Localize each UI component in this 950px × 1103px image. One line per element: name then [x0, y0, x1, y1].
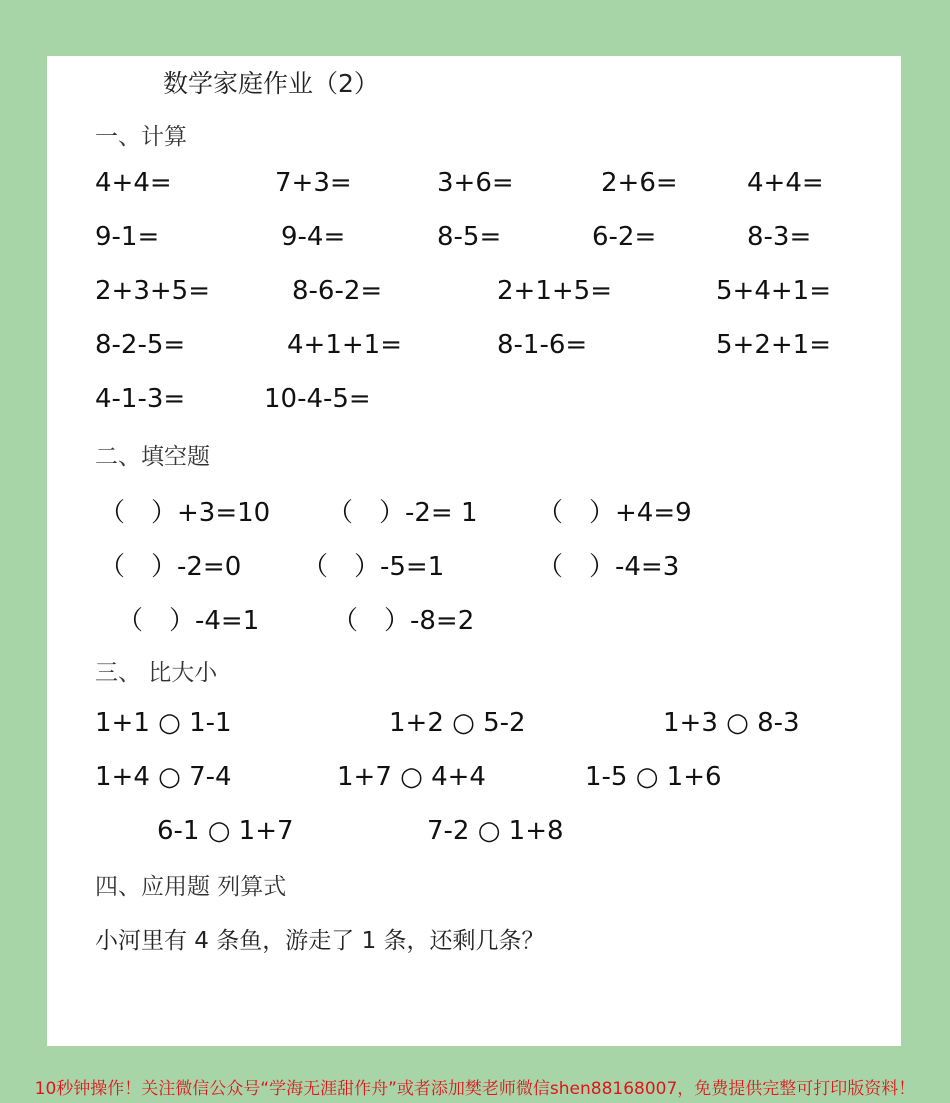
calc-item: 2+1+5= — [497, 276, 612, 306]
compare-item: 1+4 ○ 7-4 — [95, 762, 232, 792]
calc-item: 8-3= — [747, 222, 812, 252]
section-heading-word-problem: 四、应用题 列算式 — [95, 874, 287, 900]
compare-item: 1+7 ○ 4+4 — [337, 762, 486, 792]
calc-item: 8-2-5= — [95, 330, 186, 360]
calc-item: 10-4-5= — [264, 384, 371, 414]
fill-item: （ ）-2= 1 — [327, 498, 478, 528]
compare-item: 7-2 ○ 1+8 — [427, 816, 564, 846]
calc-item: 4-1-3= — [95, 384, 186, 414]
calc-item: 8-6-2= — [292, 276, 383, 306]
calc-item: 9-4= — [281, 222, 346, 252]
fill-item: （ ）-4=1 — [117, 606, 260, 636]
section-heading-fill: 二、填空题 — [95, 444, 210, 470]
calc-item: 2+6= — [601, 168, 678, 198]
fill-item: （ ）+3=10 — [99, 498, 271, 528]
promo-footer: 10秒钟操作！关注微信公众号“学海无涯甜作舟”或者添加樊老师微信shen88168007，免费提供完整可打印版资料！ — [34, 1079, 916, 1099]
calc-item: 7+3= — [275, 168, 352, 198]
compare-item: 1+1 ○ 1-1 — [95, 708, 232, 738]
compare-item: 1-5 ○ 1+6 — [585, 762, 722, 792]
calc-item: 8-5= — [437, 222, 502, 252]
fill-item: （ ）+4=9 — [537, 498, 692, 528]
section-heading-compare: 三、 比大小 — [95, 660, 218, 686]
compare-item: 6-1 ○ 1+7 — [157, 816, 294, 846]
worksheet-page — [47, 56, 901, 1046]
compare-item: 1+2 ○ 5-2 — [389, 708, 526, 738]
calc-item: 4+4= — [95, 168, 172, 198]
fill-item: （ ）-5=1 — [302, 552, 445, 582]
section-heading-calc: 一、计算 — [95, 124, 187, 150]
fill-item: （ ）-2=0 — [99, 552, 242, 582]
fill-item: （ ）-8=2 — [332, 606, 475, 636]
calc-item: 5+4+1= — [716, 276, 831, 306]
calc-item: 2+3+5= — [95, 276, 210, 306]
calc-item: 9-1= — [95, 222, 160, 252]
word-problem-text: 小河里有 4 条鱼，游走了 1 条，还剩几条？ — [95, 928, 545, 954]
calc-item: 4+4= — [747, 168, 824, 198]
calc-item: 4+1+1= — [287, 330, 402, 360]
page-title: 数学家庭作业（2） — [163, 69, 379, 98]
calc-item: 8-1-6= — [497, 330, 588, 360]
fill-item: （ ）-4=3 — [537, 552, 680, 582]
calc-item: 6-2= — [592, 222, 657, 252]
calc-item: 5+2+1= — [716, 330, 831, 360]
compare-item: 1+3 ○ 8-3 — [663, 708, 800, 738]
calc-item: 3+6= — [437, 168, 514, 198]
